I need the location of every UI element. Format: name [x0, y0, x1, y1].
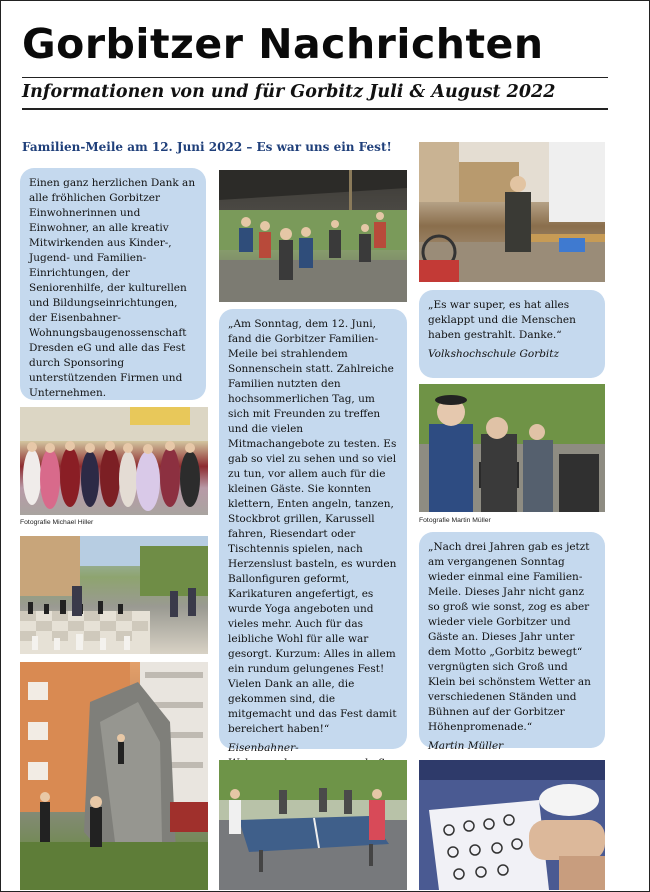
vhs-bubble — [419, 290, 605, 378]
mueller-signature: Martin Müller — [428, 740, 504, 752]
giant-chess-photo — [20, 536, 208, 654]
report-bubble — [219, 309, 407, 754]
painting-image — [419, 760, 605, 890]
painting-photo — [419, 760, 605, 890]
subtitle-rule — [22, 108, 608, 110]
vhs-text: „Es war super, es hat alles geklappt und die Menschen haben gestrahlt. Danke.“ — [428, 299, 576, 341]
table-tennis-photo — [219, 760, 407, 890]
photo-caption-hiller: Fotografie Michael Hiller — [20, 519, 94, 526]
food-stand-image — [419, 142, 605, 282]
article-headline: Familien-Meile am 12. Juni 2022 – Es war uns ein Fest! — [22, 140, 392, 154]
newspaper-subtitle: Informationen von und für Gorbitz Juli & August 2022 — [22, 82, 556, 102]
climbing-wall-image — [20, 662, 208, 890]
climbing-wall-photo — [20, 662, 208, 890]
report-text-thanks: Vielen Dank an alle, die gekommen sind, die mitgemacht und das Fest damit bereichert haben!“ — [228, 678, 397, 735]
thanks-bubble — [20, 168, 206, 400]
giant-chess-image — [20, 536, 208, 654]
food-stand-photo — [419, 142, 605, 282]
costume-group-photo — [20, 407, 208, 515]
title-rule — [22, 77, 608, 78]
mueller-text: „Nach drei Jahren gab es jetzt am vergangenen Sonntag wieder einmal eine Familien-Meile. Dieses Jahr nicht ganz so groß wie sonst, zog es aber wieder viele Gorbitzer und Gäste an. Dieses Jahr unter dem Motto „Gorbitz bewegt“ vergnügten sich Groß und Klein bei schönstem Wetter an verschiedenen Ständen und Bühnen auf der Gorbitzer Höhenpromenade.“ — [428, 541, 591, 733]
photo-caption-mueller: Fotografie Martin Müller — [419, 517, 491, 524]
masthead — [22, 18, 608, 110]
table-tennis-image — [219, 760, 407, 890]
thanks-text: Einen ganz herzlichen Dank an alle fröhlichen Gorbitzer Einwohnerinnen und Einwohner, an alle kreativ Mitwirkenden aus Kinder-, Jugend- und Familien-Einrichtungen, der Seniorenhilfe, der kulturellen und Bildungseinrichtungen, der Eisenbahner-Wohnungsbaugenossenschaft Dresden eG und alle das Fest durch Sponsoring unterstützenden Firmen und Unternehmen. — [29, 177, 196, 399]
tent-crowd-photo — [219, 170, 407, 302]
costume-group-image — [20, 407, 208, 515]
vhs-signature: Volkshochschule Gorbitz — [428, 348, 560, 360]
mueller-bubble — [419, 532, 605, 752]
report-text: „Am Sonntag, dem 12. Juni, fand die Gorbitzer Familien-Meile bei strahlendem Sonnenschein statt. Zahlreiche Familien nutzten den hochsommerlichen Tag, um sich mit Freunden zu treffen und die vielen Mitmachangebote zu testen. Es gab so viel zu sehen und so viel zu tun, vor allem auch für die kleinen Gäste. Sie konnten klettern, Enten angeln, tanzen, Stockbrot grillen, Karussell fahren, Riesendart oder Tischtennis spielen, nach Herzenslust basteln, es wurden Ballonfiguren geformt, Karikaturen angefertigt, es wurde Yoga angeboten und vieles mehr. Auch für das leibliche Wohl für alle war gesorgt. Kurzum: Alles in allem ein rundum gelungenes Fest! — [228, 318, 397, 675]
musicians-photo — [419, 384, 605, 512]
newspaper-title: Gorbitzer Nachrichten — [22, 20, 544, 68]
tent-crowd-image — [219, 170, 407, 302]
musicians-image — [419, 384, 605, 512]
report-signature: Eisenbahner- — [228, 742, 299, 754]
